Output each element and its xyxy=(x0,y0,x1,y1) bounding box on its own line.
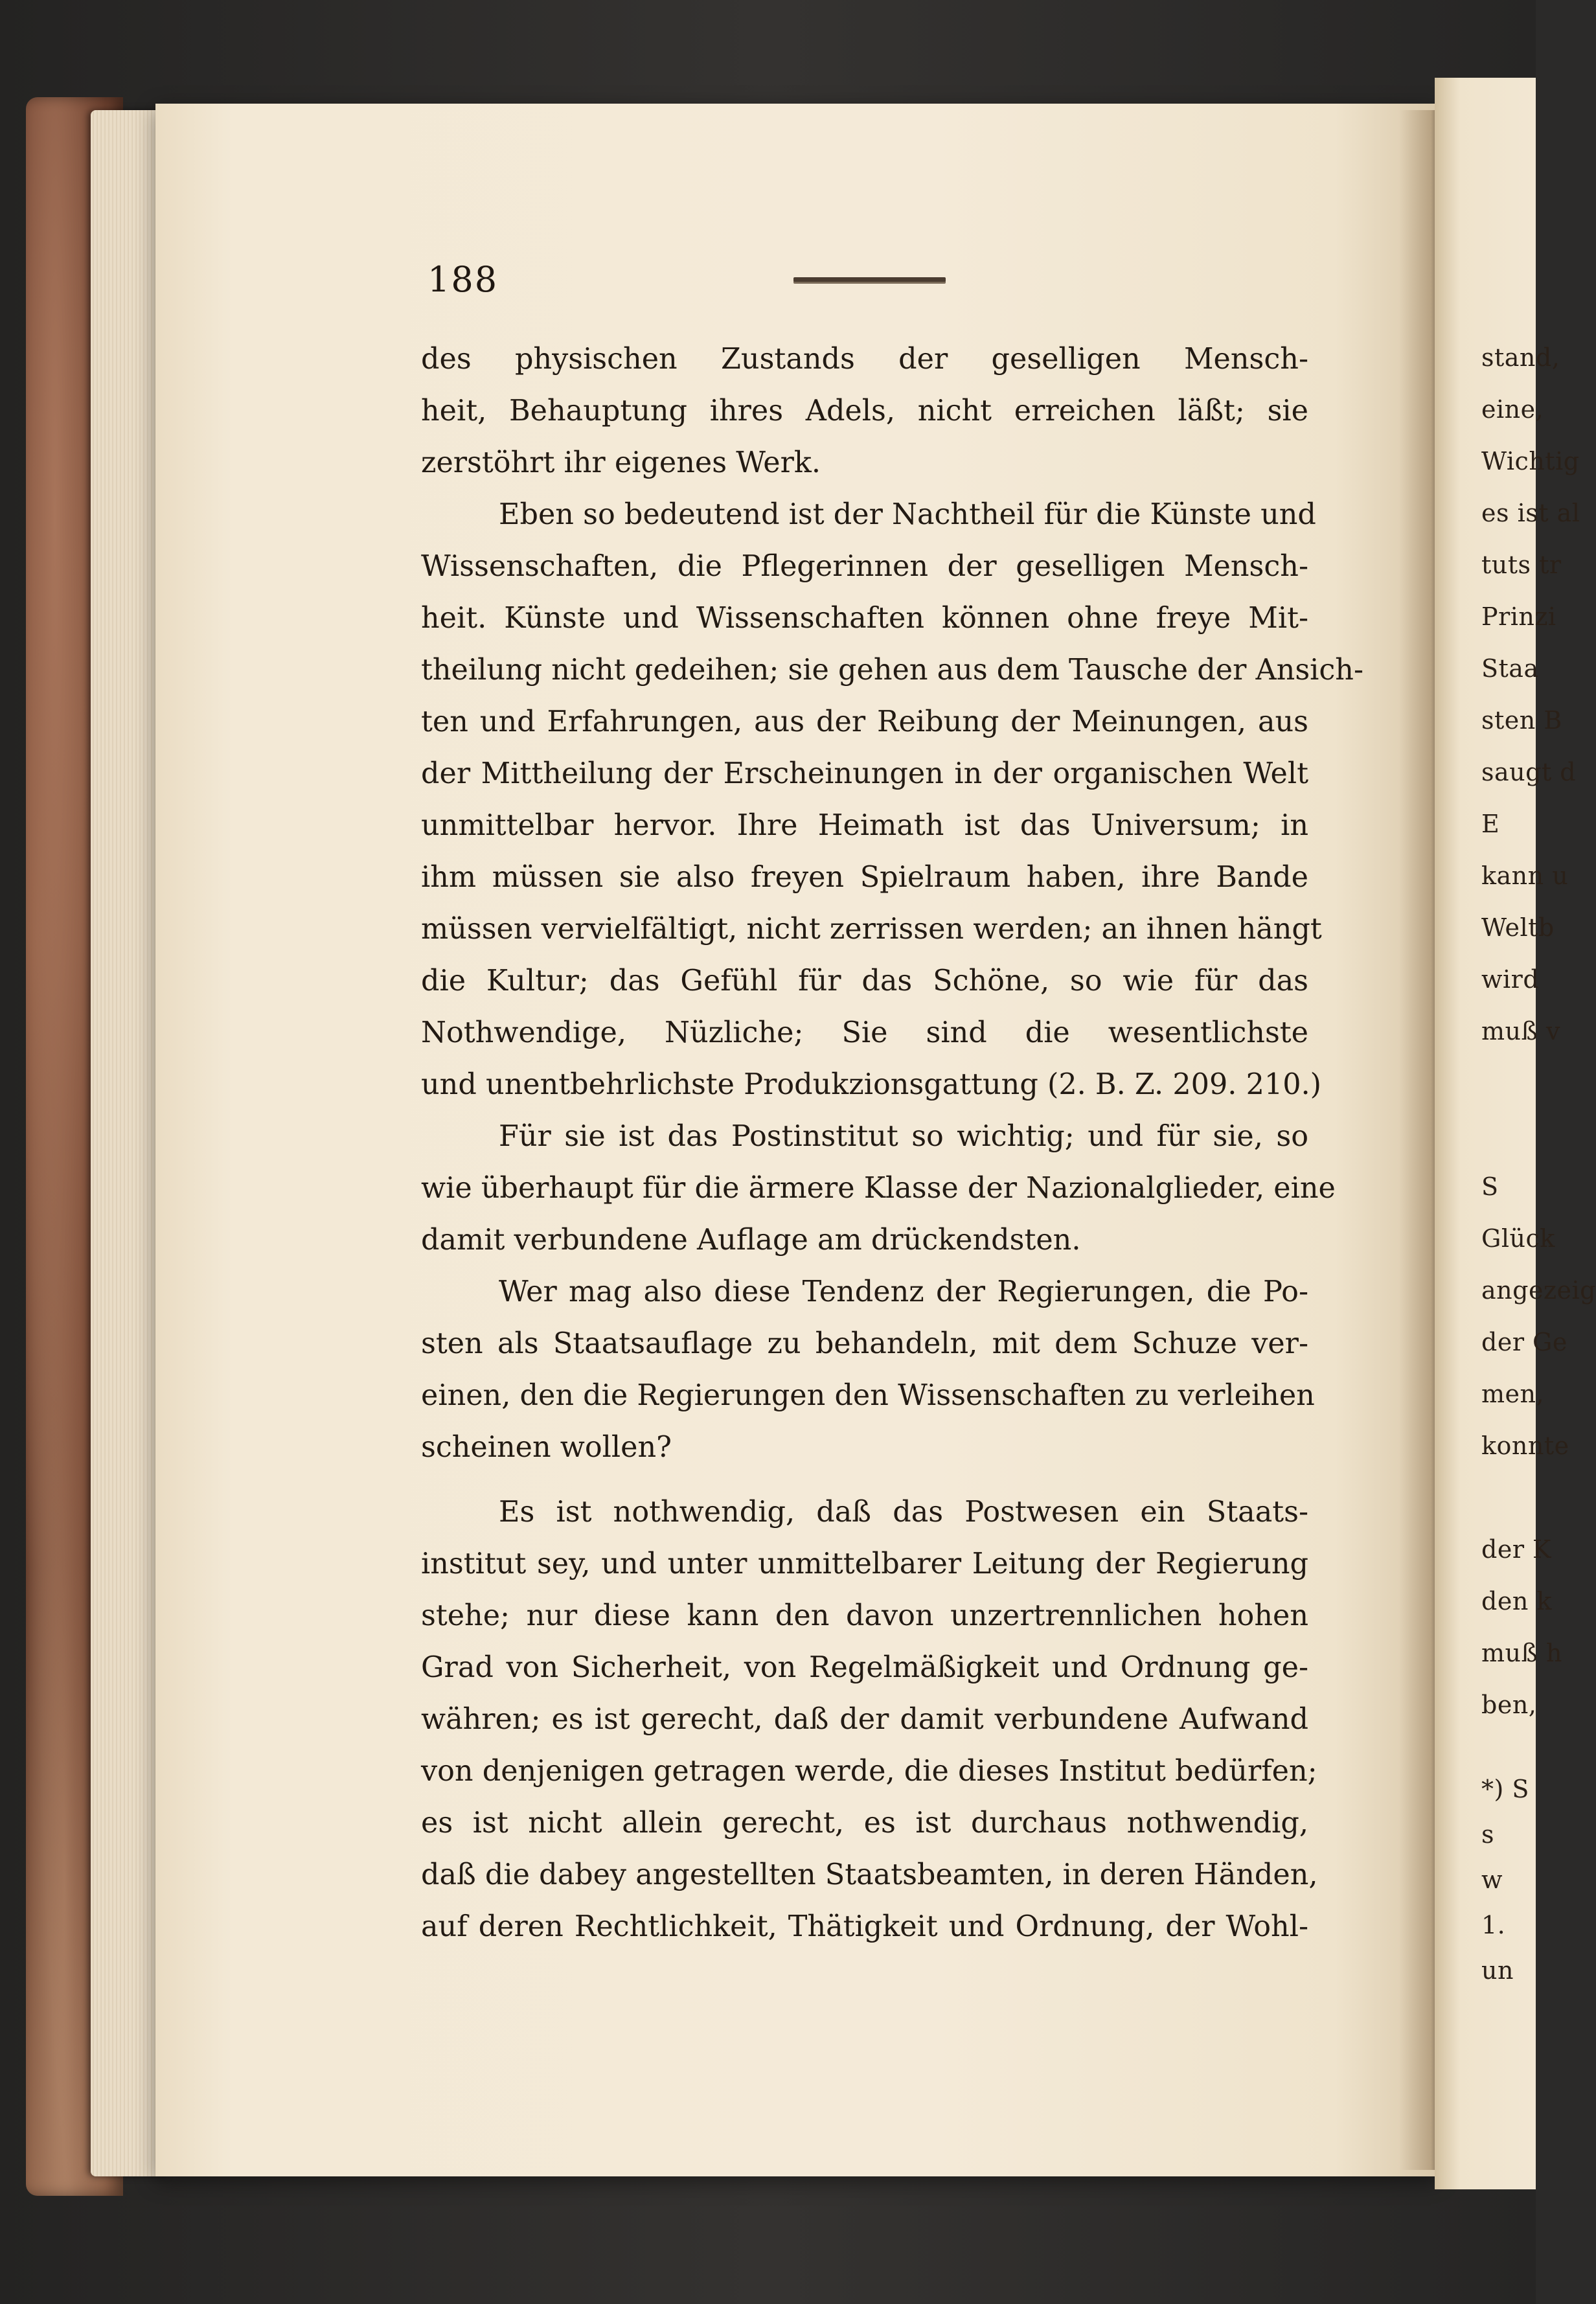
facing-line: Weltb xyxy=(1481,913,1555,942)
text-line: es ist nicht allein gerecht, es ist durchaus nothwendig, xyxy=(421,1807,1308,1840)
header-rule xyxy=(793,277,946,282)
text-line: damit verbundene Auflage am drückendsten. xyxy=(421,1224,1081,1257)
facing-line: men, xyxy=(1481,1380,1545,1408)
facing-line: stand, xyxy=(1481,343,1560,372)
facing-line: muß h xyxy=(1481,1639,1562,1667)
text-line: ten und Erfahrungen, aus der Reibung der Meinungen, aus xyxy=(421,705,1308,738)
facing-line: den k xyxy=(1481,1587,1552,1615)
text-line: Wer mag also diese Tendenz der Regierungen, die Po- xyxy=(499,1275,1308,1308)
facing-line: ben, xyxy=(1481,1691,1537,1719)
text-line: sten als Staatsauflage zu behandeln, mit dem Schuze ver- xyxy=(421,1327,1308,1360)
text-line: heit. Künste und Wissenschaften können ohne freye Mit- xyxy=(421,602,1308,635)
text-line: wie überhaupt für die ärmere Klasse der Nazionalglieder, eine xyxy=(421,1172,1336,1205)
facing-line: Wichtig xyxy=(1481,447,1580,475)
facing-line: sten B xyxy=(1481,706,1562,735)
facing-line: S xyxy=(1481,1172,1499,1201)
text-line: institut sey, und unter unmittelbarer Leitung der Regierung xyxy=(421,1547,1308,1580)
text-line: Es ist nothwendig, daß das Postwesen ein Staats- xyxy=(499,1496,1308,1529)
text-line: auf deren Rechtlichkeit, Thätigkeit und Ordnung, der Wohl- xyxy=(421,1910,1308,1943)
facing-line: E xyxy=(1481,810,1500,838)
text-line: müssen vervielfältigt, nicht zerrissen werden; an ihnen hängt xyxy=(421,913,1322,946)
text-line: und unentbehrlichste Produkzionsgattung (2. B. Z. 209. 210.) xyxy=(421,1068,1322,1101)
facing-line: der Ge xyxy=(1481,1328,1568,1356)
facing-line: der K xyxy=(1481,1535,1551,1564)
facing-page xyxy=(1435,78,1596,2189)
facing-line: un xyxy=(1481,1956,1514,1985)
text-line: von denjenigen getragen werde, die dieses Institut bedürfen; xyxy=(421,1755,1317,1788)
text-line: stehe; nur diese kann den davon unzertrennlichen hohen xyxy=(421,1599,1308,1632)
page-number: 188 xyxy=(428,259,499,300)
text-line: Nothwendige, Nüzliche; Sie sind die wesentlichste xyxy=(421,1016,1308,1049)
text-line: unmittelbar hervor. Ihre Heimath ist das Universum; in xyxy=(421,809,1308,842)
text-line: Grad von Sicherheit, von Regelmäßigkeit und Ordnung ge- xyxy=(421,1651,1308,1684)
text-line: heit, Behauptung ihres Adels, nicht erreichen läßt; sie xyxy=(421,394,1308,428)
text-line: Wissenschaften, die Pflegerinnen der geselligen Mensch- xyxy=(421,550,1308,583)
text-line: theilung nicht gedeihen; sie gehen aus dem Tausche der Ansich- xyxy=(421,654,1364,687)
facing-line: eine, xyxy=(1481,395,1544,424)
text-line: Für sie ist das Postinstitut so wichtig; und für sie, so xyxy=(499,1120,1308,1153)
facing-line: Glück xyxy=(1481,1224,1555,1253)
text-line: die Kultur; das Gefühl für das Schöne, so wie für das xyxy=(421,964,1308,998)
text-line: scheinen wollen? xyxy=(421,1431,672,1464)
facing-line: w xyxy=(1481,1865,1503,1894)
text-line: der Mittheilung der Erscheinungen in der organischen Welt xyxy=(421,757,1308,790)
text-line: des physischen Zustands der geselligen Mensch- xyxy=(421,343,1308,376)
text-line: daß die dabey angestellten Staatsbeamten, in deren Händen, xyxy=(421,1858,1318,1891)
facing-line: es ist al xyxy=(1481,499,1580,527)
text-line: einen, den die Regierungen den Wissenschaften zu verleihen xyxy=(421,1379,1315,1412)
text-line: zerstöhrt ihr eigenes Werk. xyxy=(421,446,821,479)
text-line: Eben so bedeutend ist der Nachtheil für die Künste und xyxy=(499,498,1316,531)
facing-line: kann u xyxy=(1481,861,1569,890)
facing-line: saugt d xyxy=(1481,758,1577,786)
facing-line: 1. xyxy=(1481,1911,1506,1939)
facing-line: muß v xyxy=(1481,1017,1560,1045)
facing-line: Staa xyxy=(1481,654,1539,683)
facing-line: s xyxy=(1481,1820,1495,1849)
facing-line: angezeig xyxy=(1481,1276,1596,1305)
facing-line: Prinzi xyxy=(1481,602,1556,631)
facing-line: konnte xyxy=(1481,1431,1569,1460)
facing-line: wird xyxy=(1481,965,1540,994)
facing-line: tuts tr xyxy=(1481,551,1562,579)
facing-line: *) S xyxy=(1481,1775,1529,1803)
text-line: währen; es ist gerecht, daß der damit verbundene Aufwand xyxy=(421,1703,1308,1736)
text-line: ihm müssen sie also freyen Spielraum haben, ihre Bande xyxy=(421,861,1308,894)
